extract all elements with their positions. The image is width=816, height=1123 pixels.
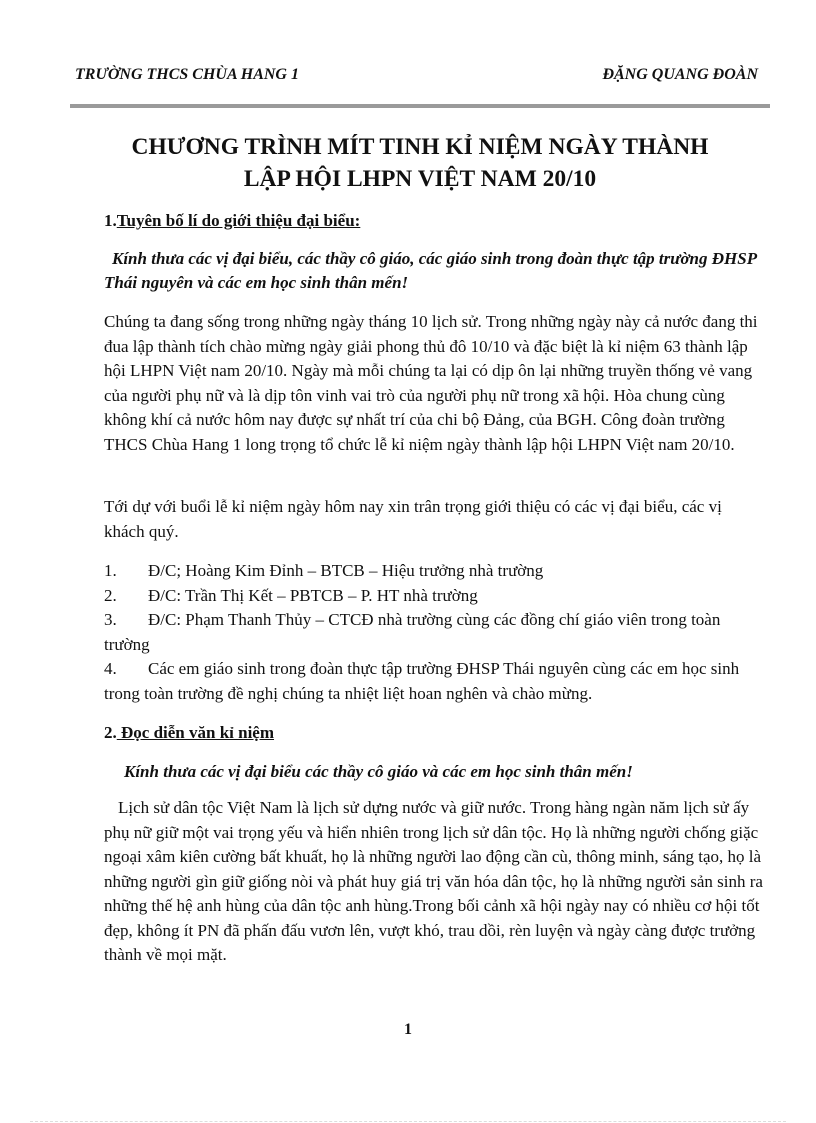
guest-list-item (104, 584, 764, 609)
guest-list-item (104, 608, 764, 657)
document-title (70, 131, 770, 195)
section-1-heading-text: Tuyên bố lí do giới thiệu đại biểu: (116, 211, 361, 230)
section-1-heading (104, 210, 764, 232)
list-item-number: 3. (104, 610, 117, 629)
section-1-greeting: Kính thưa các vị đại biểu, các thầy cô giáo, các giáo sinh trong đoàn thực tập trường ĐHSP Thái nguyên và các em học sinh thân mến! (104, 249, 757, 292)
page-number: 1 (404, 1021, 412, 1038)
guest-list (104, 559, 764, 706)
list-item-number: 4. (104, 659, 117, 678)
list-item-text: Đ/C; Hoàng Kim Đỉnh – BTCB – Hiệu trưởng nhà trường (148, 561, 544, 580)
section-1-paragraph-1: Chúng ta đang sống trong những ngày tháng 10 lịch sử. Trong những ngày này cả nước đang thi đua lập thành tích chào mừng ngày giải phong thủ đô 10/10 và đặc biệt là kỉ niệm 63 thành lập hội LHPN Việt nam 20/10. Ngày mà mỗi chúng ta lại có dịp ôn lại những truyền thống vẻ vang của người phụ nữ và là dịp tôn vinh vai trò của người phụ nữ trong xã hội. Hòa chung cùng không khí cả nước hôm nay được sự nhất trí của chi bộ Đảng, của BGH. Công đoàn trường THCS Chùa Hang 1 long trọng tổ chức lễ kỉ niệm ngày thành lập hội LHPN Việt nam 20/10. (104, 312, 758, 454)
header-school-name: TRƯỜNG THCS CHÙA HANG 1 (75, 66, 299, 83)
section-2-number: 2. (104, 723, 117, 742)
section-1-paragraph-2: Tới dự với buổi lễ kỉ niệm ngày hôm nay xin trân trọng giới thiệu có các vị đại biểu, các vị khách quý. (104, 497, 722, 541)
list-item-text: Đ/C: Trần Thị Kết – PBTCB – P. HT nhà trường (148, 585, 478, 605)
list-item-text: Đ/C: Phạm Thanh Thủy – CTCĐ nhà trường cùng các đồng chí giáo viên trong toàn trường (104, 610, 721, 654)
title-line-1: CHƯƠNG TRÌNH MÍT TINH KỈ NIỆM NGÀY THÀNH (131, 134, 709, 160)
section-2-paragraph-1: Lịch sử dân tộc Việt Nam là lịch sử dựng nước và giữ nước. Trong hàng ngàn năm lịch sử ấy phụ nữ giữ một vai trọng yếu và hiển nhiên trong lịch sử dân tộc. Họ là những người chống giặc ngoại xâm kiên cường bất khuất, họ là những người lao động cần cù, thông minh, sáng tạo, họ là những người gìn giữ giống nòi và phát huy giá trị văn hóa dân tộc, họ là những người sản sinh ra những thế hệ anh hùng của dân tộc anh hùng.Trong bối cảnh xã hội ngày nay có nhiều cơ hội tốt đẹp, không ít PN đã phấn đấu vươn lên, vượt khó, trau dồi, rèn luyện và ngày càng được trưởng thành về mọi mặt. (104, 798, 763, 964)
title-line-2: LẬP HỘI LHPN VIỆT NAM 20/10 (243, 166, 597, 192)
guest-list-item (104, 657, 764, 706)
header-divider (70, 104, 770, 108)
section-2-heading-text: Đọc diễn văn kỉ niệm (116, 723, 275, 742)
section-1-number: 1. (104, 211, 117, 230)
header-author-name: ĐẶNG QUANG ĐOÀN (602, 66, 758, 83)
list-item-number: 2. (104, 585, 117, 605)
section-2-heading (104, 722, 764, 744)
list-item-number: 1. (104, 561, 117, 580)
page-bottom-divider (30, 1121, 786, 1122)
list-item-text: Các em giáo sinh trong đoàn thực tập trường ĐHSP Thái nguyên cùng các em học sinh trong toàn trường đề nghị chúng ta nhiệt liệt hoan nghên và chào mừng. (104, 659, 740, 703)
guest-list-item (104, 559, 764, 584)
section-2-greeting: Kính thưa các vị đại biểu các thầy cô giáo và các em học sinh thân mến! (124, 762, 633, 781)
